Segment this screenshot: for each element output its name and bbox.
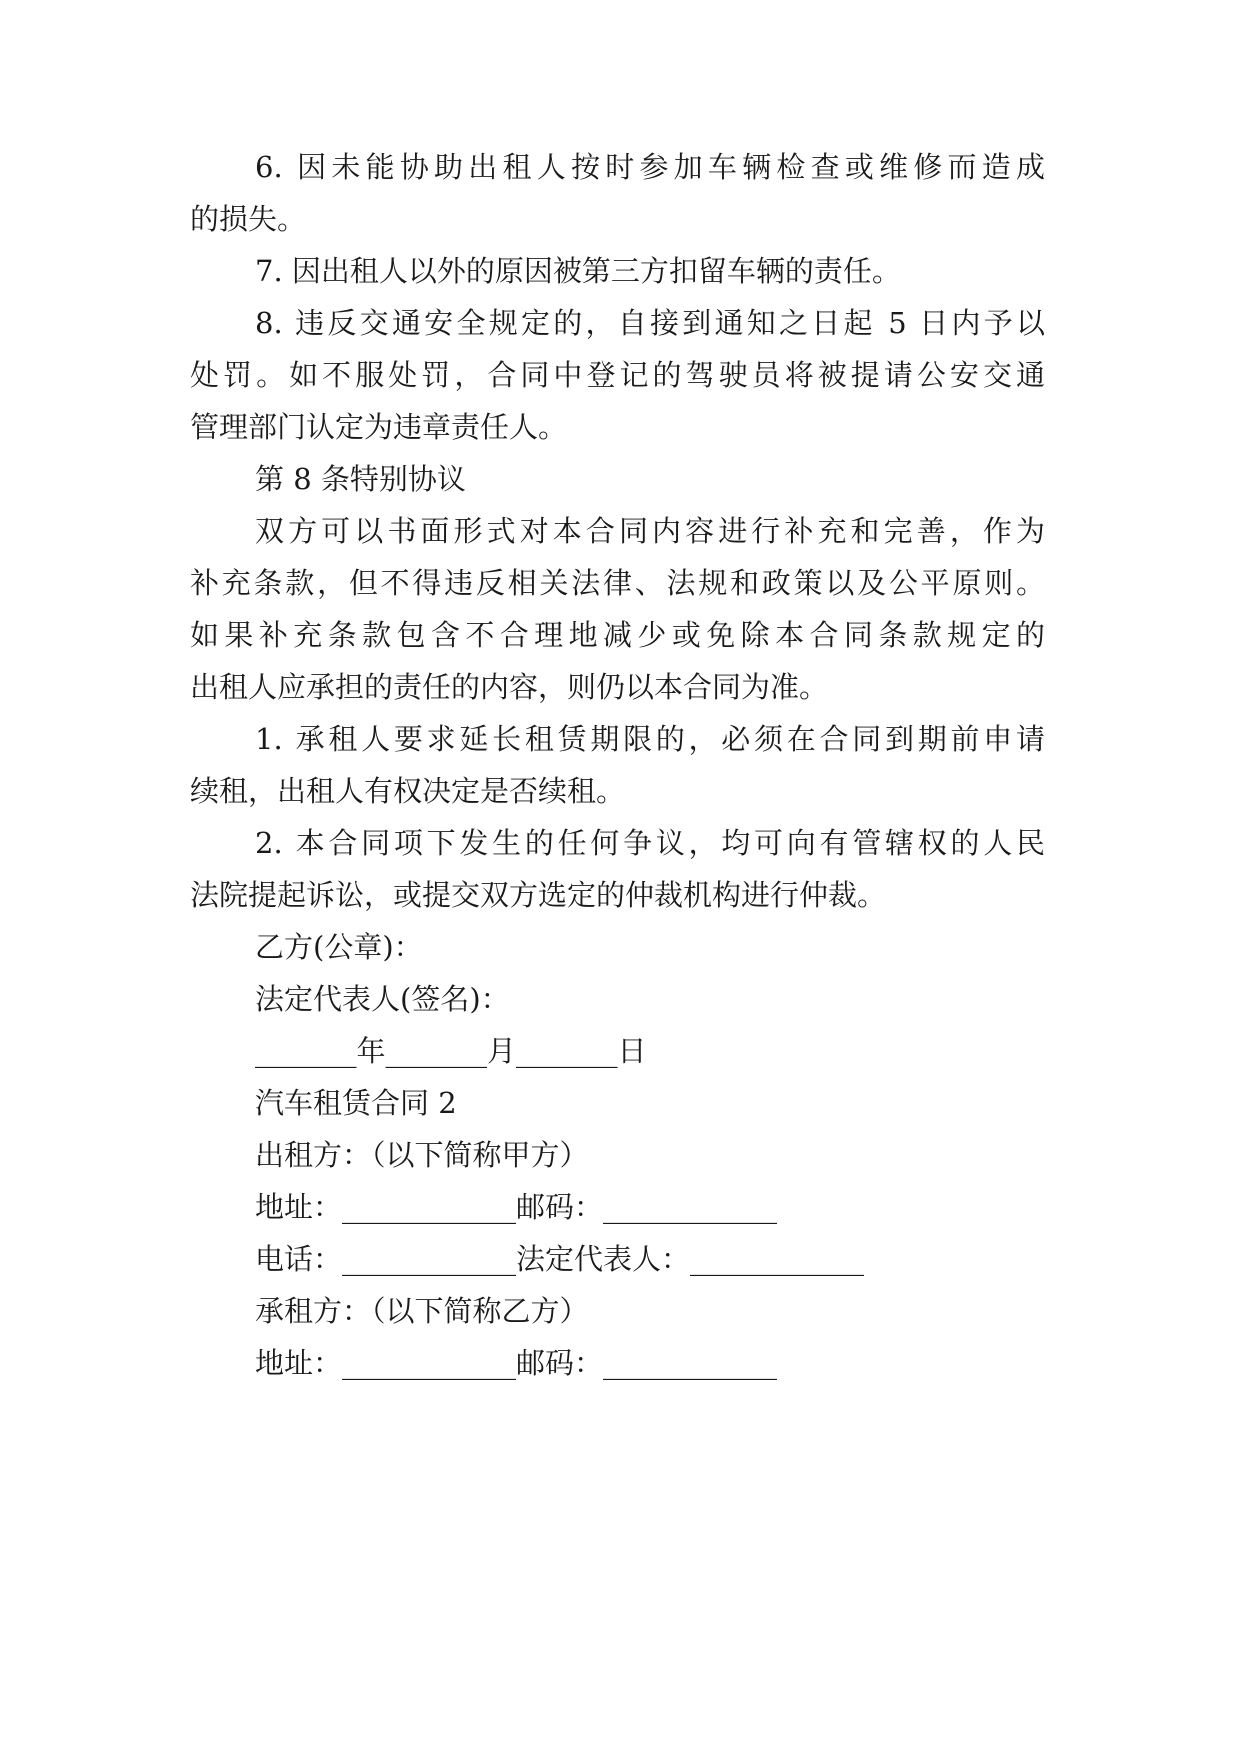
- lessor-phone-legal-rep: 电话：____________法定代表人：____________: [255, 1242, 865, 1276]
- clause-7: 7. 因出租人以外的原因被第三方扣留车辆的责任。: [255, 254, 901, 288]
- special-agreement-line-2: 补充条款，但不得违反相关法律、法规和政策以及公平原则。: [190, 566, 1045, 600]
- clause-8-line-2: 处罚。如不服处罚，合同中登记的驾驶员将被提请公安交通: [190, 358, 1045, 392]
- item-1-line-1: 1. 承租人要求延长租赁期限的，必须在合同到期前申请: [255, 722, 1045, 756]
- lessee-label: 承租方：（以下简称乙方）: [255, 1294, 589, 1328]
- lessor-address-postcode: 地址：____________邮码：____________: [255, 1190, 778, 1224]
- clause-6-line-2: 的损失。: [190, 202, 307, 236]
- clause-8-line-3: 管理部门认定为违章责任人。: [190, 410, 568, 444]
- special-agreement-line-4: 出租人应承担的责任的内容，则仍以本合同为准。: [190, 670, 829, 704]
- article-8-heading: 第 8 条特别协议: [255, 462, 466, 496]
- item-1-line-2: 续租，出租人有权决定是否续租。: [190, 774, 626, 808]
- item-2-line-2: 法院提起诉讼，或提交双方选定的仲裁机构进行仲裁。: [190, 878, 887, 912]
- date-line: _______年_______月_______日: [255, 1034, 647, 1068]
- special-agreement-line-1: 双方可以书面形式对本合同内容进行补充和完善，作为: [255, 514, 1045, 548]
- party-b-seal-label: 乙方(公章)：: [255, 930, 423, 964]
- item-2-line-1: 2. 本合同项下发生的任何争议，均可向有管辖权的人民: [255, 826, 1045, 860]
- contract-2-title: 汽车租赁合同 2: [255, 1086, 457, 1120]
- special-agreement-line-3: 如果补充条款包含不合理地减少或免除本合同条款规定的: [190, 618, 1045, 652]
- clause-6-line-1: 6. 因未能协助出租人按时参加车辆检查或维修而造成: [255, 150, 1045, 184]
- lessee-address-postcode: 地址：____________邮码：____________: [255, 1346, 778, 1380]
- clause-8-line-1: 8. 违反交通安全规定的，自接到通知之日起 5 日内予以: [255, 306, 1045, 340]
- legal-rep-signature-label: 法定代表人(签名)：: [255, 982, 510, 1016]
- lessor-label: 出租方：（以下简称甲方）: [255, 1138, 589, 1172]
